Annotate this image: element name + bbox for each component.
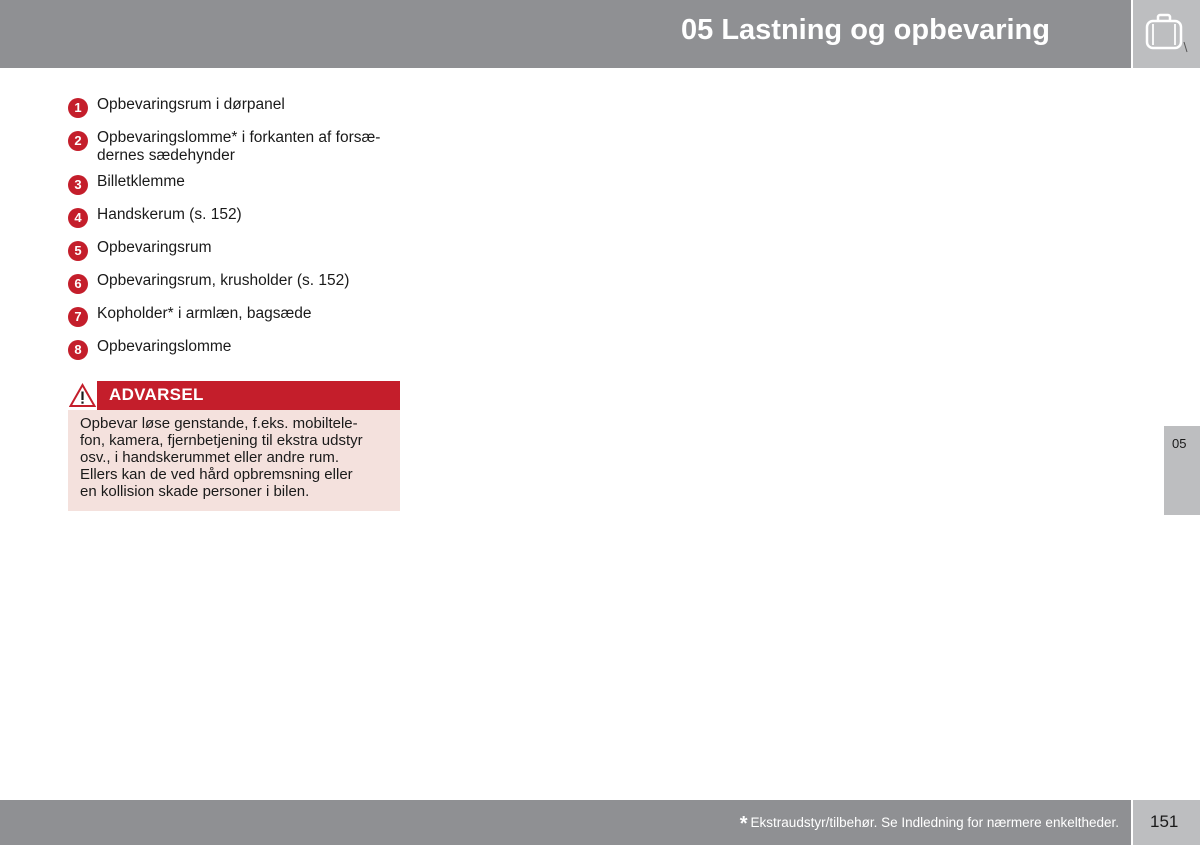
item-text: Handskerum (s. 152): [97, 206, 242, 223]
item-text: Opbevaringslomme: [97, 338, 232, 355]
warning-line: osv., i handskerummet eller andre rum.: [80, 449, 339, 466]
chapter-side-tab: [1164, 426, 1200, 515]
chapter-icon-box: [1133, 0, 1200, 68]
header-bar: [0, 0, 1131, 68]
list-item: [68, 129, 408, 165]
item-number-badge: 1: [68, 98, 88, 118]
item-number-badge: 6: [68, 274, 88, 294]
list-item: [68, 96, 408, 114]
item-text: Opbevaringsrum: [97, 239, 212, 256]
item-text-continued: dernes sædehynder: [97, 147, 235, 164]
list-item: [68, 173, 408, 191]
item-text: Opbevaringsrum, krusholder (s. 152): [97, 272, 350, 289]
warning-title: ADVARSEL: [109, 385, 204, 404]
chapter-title: 05 Lastning og opbevaring: [681, 14, 1050, 46]
storage-list: [68, 96, 408, 356]
item-number-badge: 4: [68, 208, 88, 228]
warning-triangle-icon: [68, 381, 97, 410]
item-number-badge: 8: [68, 340, 88, 360]
warning-line: Ellers kan de ved hård opbremsning eller: [80, 466, 353, 483]
footer-bar: [0, 800, 1131, 845]
footnote: [740, 813, 1119, 836]
list-item: [68, 206, 408, 224]
item-number-badge: 3: [68, 175, 88, 195]
chapter-tab-label: 05: [1172, 436, 1187, 451]
item-number-badge: 7: [68, 307, 88, 327]
page-number: 151: [1150, 812, 1179, 831]
warning-box: [68, 381, 400, 511]
list-item: [68, 305, 408, 323]
warning-line: fon, kamera, fjernbetjening til ekstra udstyr: [80, 432, 363, 449]
page-number-box: [1133, 800, 1200, 845]
item-text: Kopholder* i armlæn, bagsæde: [97, 305, 312, 322]
list-item: [68, 239, 408, 257]
list-item: [68, 272, 408, 290]
item-text: Opbevaringsrum i dørpanel: [97, 96, 285, 113]
warning-line: Opbevar løse genstande, f.eks. mobiltele-: [80, 415, 358, 432]
footnote-text: Ekstraudstyr/tilbehør. Se Indledning for nærmere enkeltheder.: [750, 815, 1119, 830]
item-text: Billetklemme: [97, 173, 185, 190]
warning-header: [68, 381, 400, 410]
warning-line: en kollision skade personer i bilen.: [80, 483, 310, 500]
warning-text: [68, 410, 400, 500]
list-item: [68, 338, 408, 356]
luggage-icon: [1144, 12, 1190, 54]
item-text: Opbevaringslomme* i forkanten af forsæ-: [97, 129, 381, 146]
item-number-badge: 2: [68, 131, 88, 151]
item-number-badge: 5: [68, 241, 88, 261]
footnote-asterisk: *: [739, 813, 748, 835]
